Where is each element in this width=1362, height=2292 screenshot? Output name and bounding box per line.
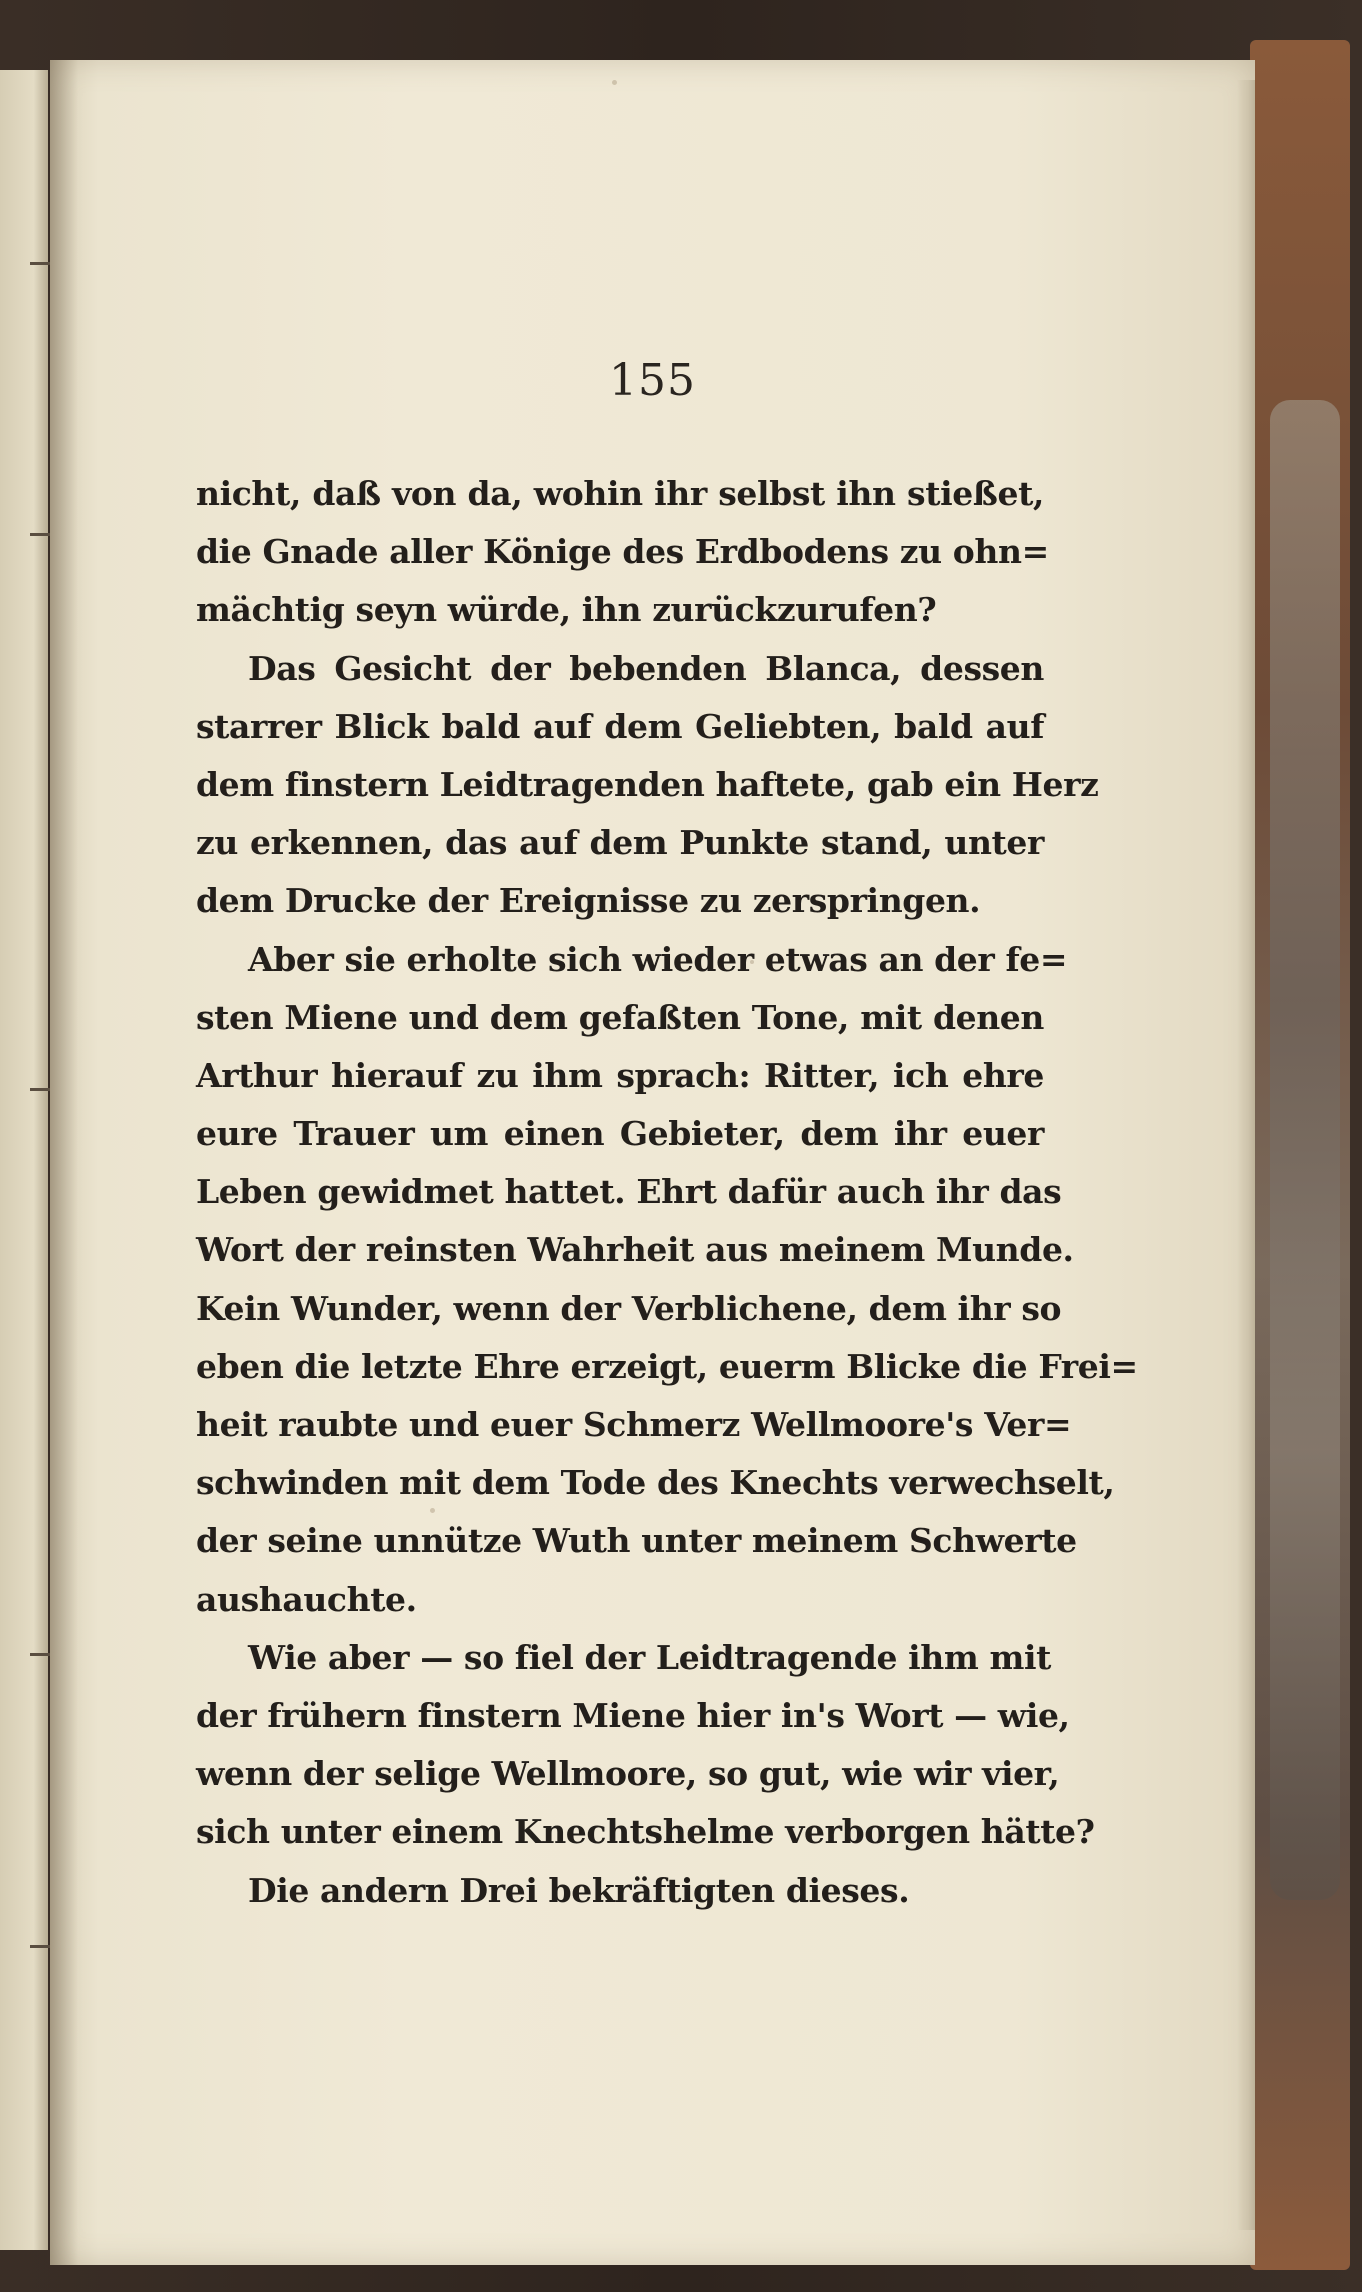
text-line: Wort der reinsten Wahrheit aus meinem Munde. — [196, 1230, 1074, 1270]
text-line: Aber sie erholte sich wieder etwas an der fe= — [248, 939, 1068, 979]
text-line: der seine unnütze Wuth unter meinem Schwerte — [196, 1521, 1077, 1561]
text-line: Das Gesicht der bebenden Blanca, dessen — [248, 648, 1044, 688]
text-line: die Gnade aller Könige des Erdbodens zu ohn= — [196, 532, 1049, 572]
text-line: dem finstern Leidtragenden haftete, gab ein Herz — [196, 764, 1099, 804]
text-line: der frühern finstern Miene hier in's Wort — wie, — [196, 1695, 1070, 1735]
book-page — [50, 60, 1255, 2265]
text-line: nicht, daß von da, wohin ihr selbst ihn stießet, — [196, 474, 1044, 513]
paper-speck — [612, 80, 617, 85]
text-line: sich unter einem Knechtshelme verborgen hätte? — [196, 1812, 1095, 1852]
text-line: Leben gewidmet hattet. Ehrt dafür auch ihr das — [196, 1172, 1062, 1212]
text-line: aushauchte. — [196, 1579, 417, 1619]
text-line: dem Drucke der Ereignisse zu zerspringen. — [196, 881, 981, 921]
text-line: Wie aber — so fiel der Leidtragende ihm mit — [248, 1637, 1051, 1677]
text-line: mächtig seyn würde, ihn zurückzurufen? — [196, 590, 937, 630]
body-text — [196, 465, 1138, 1920]
text-line: wenn der selige Wellmoore, so gut, wie wir vier, — [196, 1754, 1060, 1794]
text-line: Die andern Drei bekräftigten dieses. — [248, 1870, 910, 1910]
book-cover-edge — [1250, 40, 1350, 2270]
text-line: schwinden mit dem Tode des Knechts verwechselt, — [196, 1463, 1115, 1503]
text-line: Kein Wunder, wenn der Verblichene, dem ihr so — [196, 1288, 1062, 1328]
text-line: sten Miene und dem gefaßten Tone, mit denen — [196, 997, 1044, 1037]
text-line: zu erkennen, das auf dem Punkte stand, unter — [196, 823, 1044, 863]
text-line: heit raubte und euer Schmerz Wellmoore's Ver= — [196, 1405, 1072, 1444]
text-line: starrer Blick bald auf dem Geliebten, bald auf — [196, 706, 1044, 746]
page-number: 155 — [609, 355, 696, 406]
text-line: Arthur hierauf zu ihm sprach: Ritter, ich ehre — [196, 1055, 1044, 1095]
cover-wear — [1270, 400, 1340, 1900]
text-line: eben die letzte Ehre erzeigt, euerm Blicke die Frei= — [196, 1346, 1138, 1386]
text-line: eure Trauer um einen Gebieter, dem ihr euer — [196, 1114, 1044, 1154]
